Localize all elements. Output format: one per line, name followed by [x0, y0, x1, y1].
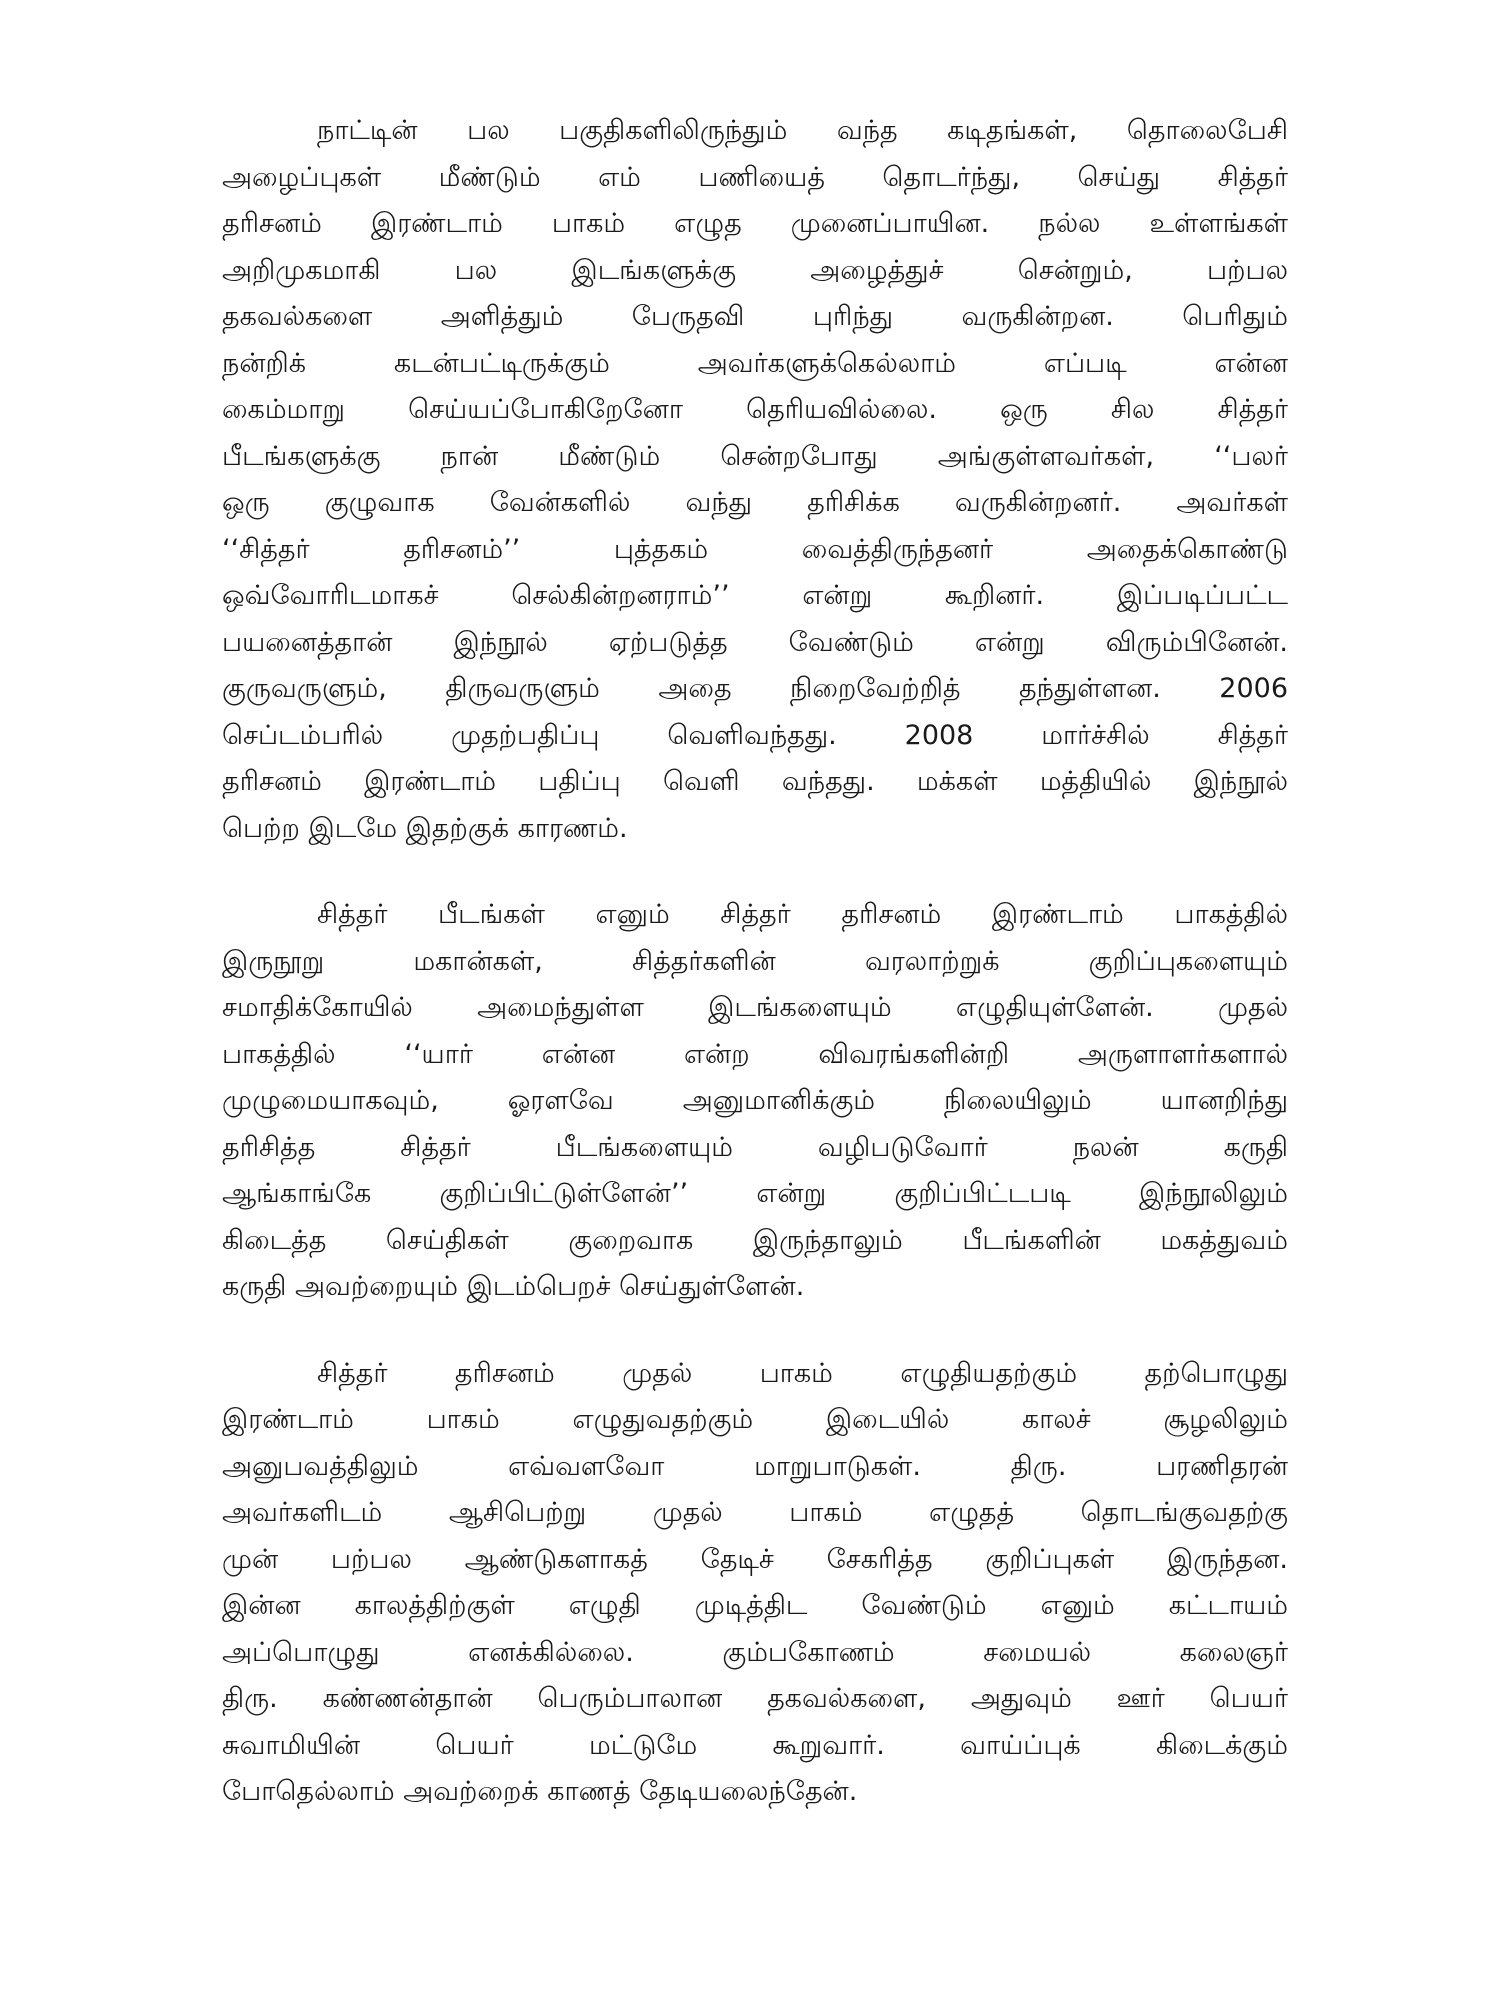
text-line: சமாதிக்கோயில் அமைந்துள்ள இடங்களையும் எழுதியுள்ளேன். முதல் [222, 992, 1288, 1023]
text-line: ‘‘சித்தர் தரிசனம்’’ புத்தகம் வைத்திருந்தனர் அதைக்கொண்டு [222, 533, 1288, 565]
text-line: பாகத்தில் ‘‘யார் என்ன என்ற விவரங்களின்றி அருளாளர்களால் [222, 1038, 1288, 1070]
paragraph-1 [222, 108, 1288, 852]
text-line: நாட்டின் பல பகுதிகளிலிருந்தும் வந்த கடிதங்கள், தொலைபேசி [317, 115, 1288, 146]
text-line: குருவருளும், திருவருளும் அதை நிறைவேற்றித் தந்துள்ளன. 2006 [222, 673, 1288, 704]
body-text [222, 108, 1288, 1856]
text-line: சித்தர் பீடங்கள் எனும் சித்தர் தரிசனம் இரண்டாம் பாகத்தில் [317, 899, 1288, 930]
text-line: அனுபவத்திலும் எவ்வளவோ மாறுபாடுகள். திரு. பரணிதரன் [222, 1450, 1288, 1482]
text-line: திரு. கண்ணன்தான் பெரும்பாலான தகவல்களை, அதுவும் ஊர் பெயர் [222, 1683, 1288, 1714]
text-line: தகவல்களை அளித்தும் பேருதவி புரிந்து வருகின்றன. பெரிதும் [222, 301, 1288, 332]
text-line: இன்ன காலத்திற்குள் எழுதி முடித்திட வேண்டும் எனும் கட்டாயம் [222, 1590, 1288, 1621]
text-line: சுவாமியின் பெயர் மட்டுமே கூறுவார். வாய்ப்புக் கிடைக்கும் [222, 1729, 1288, 1761]
text-line: கைம்மாறு செய்யப்போகிறேனோ தெரியவில்லை. ஒரு சில சித்தர் [222, 394, 1288, 425]
text-line: இரண்டாம் பாகம் எழுதுவதற்கும் இடையில் காலச் சூழலிலும் [222, 1404, 1288, 1435]
paragraph-3 [222, 1351, 1288, 1816]
text-line: அழைப்புகள் மீண்டும் எம் பணியைத் தொடர்ந்து, செய்து சித்தர் [222, 161, 1288, 193]
text-line: கருதி அவற்றையும் இடம்பெறச் செய்துள்ளேன். [222, 1271, 805, 1302]
text-line: பெற்ற இடமே இதற்குக் காரணம். [222, 812, 628, 844]
text-line: ஒரு குழுவாக வேன்களில் வந்து தரிசிக்க வருகின்றனர். அவர்கள் [222, 487, 1288, 518]
text-line: அவர்களிடம் ஆசிபெற்று முதல் பாகம் எழுதத் தொடங்குவதற்கு [222, 1497, 1288, 1528]
text-line: தரிசனம் இரண்டாம் பதிப்பு வெளி வந்தது. மக்கள் மத்தியில் இந்நூல் [222, 766, 1288, 797]
text-line: இருநூறு மகான்கள், சித்தர்களின் வரலாற்றுக் குறிப்புகளையும் [222, 945, 1288, 977]
text-line: தரிசித்த சித்தர் பீடங்களையும் வழிபடுவோர் நலன் கருதி [222, 1131, 1288, 1163]
text-line: பீடங்களுக்கு நான் மீண்டும் சென்றபோது அங்குள்ளவர்கள், ‘‘பலர் [222, 440, 1288, 472]
text-line: சித்தர் தரிசனம் முதல் பாகம் எழுதியதற்கும் தற்பொழுது [317, 1357, 1288, 1389]
paragraph-2 [222, 892, 1288, 1311]
text-line: தரிசனம் இரண்டாம் பாகம் எழுத முனைப்பாயின. நல்ல உள்ளங்கள் [222, 208, 1288, 239]
text-line: போதெல்லாம் அவற்றைக் காணத் தேடியலைந்தேன். [222, 1776, 858, 1807]
text-line: அறிமுகமாகி பல இடங்களுக்கு அழைத்துச் சென்றும், பற்பல [222, 254, 1288, 286]
text-line: ஒவ்வோரிடமாகச் செல்கின்றனராம்’’ என்று கூறினர். இப்படிப்பட்ட [222, 580, 1288, 611]
text-line: பயனைத்தான் இந்நூல் ஏற்படுத்த வேண்டும் என்று விரும்பினேன். [222, 626, 1288, 658]
text-line: அப்பொழுது எனக்கில்லை. கும்பகோணம் சமையல் கலைஞர் [222, 1636, 1288, 1668]
text-line: முன் பற்பல ஆண்டுகளாகத் தேடிச் சேகரித்த குறிப்புகள் இருந்தன. [222, 1543, 1288, 1575]
text-line: நன்றிக் கடன்பட்டிருக்கும் அவர்களுக்கெல்லாம் எப்படி என்ன [222, 347, 1288, 379]
text-line: ஆங்காங்கே குறிப்பிட்டுள்ளேன்’’ என்று குறிப்பிட்டபடி இந்நூலிலும் [222, 1178, 1288, 1209]
text-line: கிடைத்த செய்திகள் குறைவாக இருந்தாலும் பீடங்களின் மகத்துவம் [222, 1224, 1288, 1256]
text-line: முழுமையாகவும், ஓரளவே அனுமானிக்கும் நிலையிலும் யானறிந்து [222, 1085, 1288, 1116]
text-line: செப்டம்பரில் முதற்பதிப்பு வெளிவந்தது. 2008 மார்ச்சில் சித்தர் [222, 719, 1288, 751]
